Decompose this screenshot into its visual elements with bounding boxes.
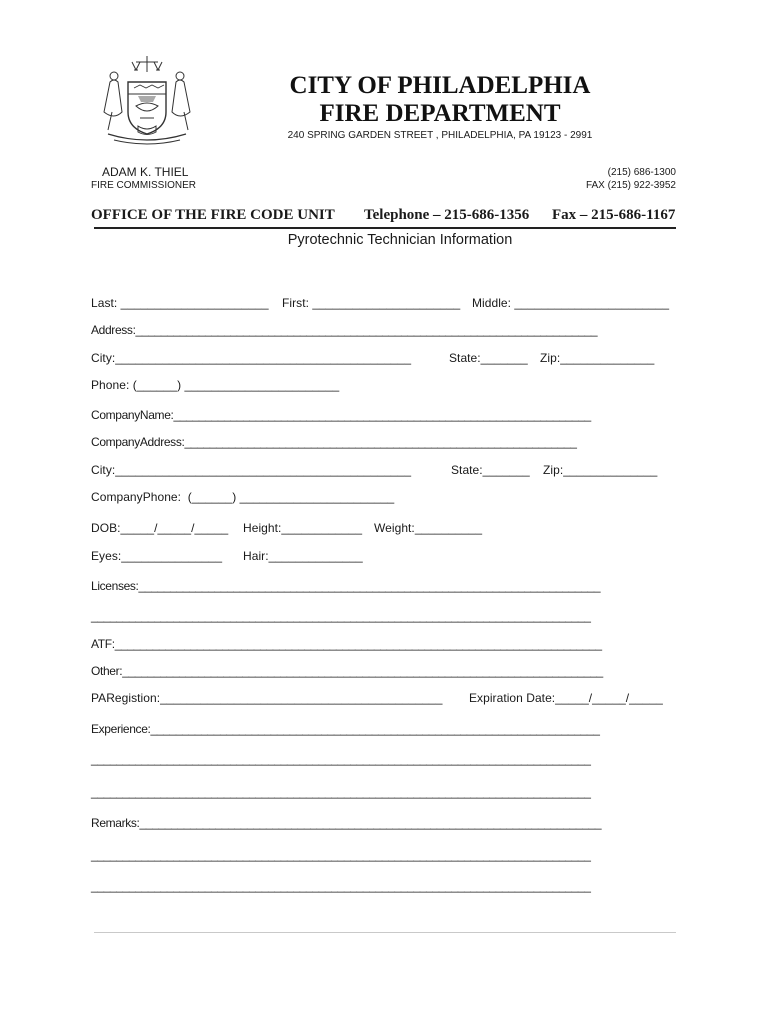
experience-field[interactable]: Experience:_______________________________________________________________________: [91, 722, 600, 736]
company-zip-field[interactable]: Zip:______________: [543, 463, 658, 477]
commissioner-title: FIRE COMMISSIONER: [91, 180, 197, 191]
footer-divider: [94, 932, 676, 933]
department-fax: FAX (215) 922-3952: [585, 180, 676, 191]
company-address-field[interactable]: CompanyAddress:______________________________________________________________: [91, 435, 577, 449]
company-name-field[interactable]: CompanyName:__________________________________________________________________: [91, 408, 591, 422]
licenses-field[interactable]: Licenses:_________________________________________________________________________: [91, 579, 601, 593]
atf-field[interactable]: ATF:_____________________________________________________________________________: [91, 637, 602, 651]
company-city-field[interactable]: City:____________________________________________: [91, 463, 412, 477]
weight-field[interactable]: Weight:__________: [374, 521, 483, 535]
department-heading: FIRE DEPARTMENT: [319, 100, 561, 127]
address-field[interactable]: Address:_________________________________________________________________________: [91, 323, 598, 337]
experience-line-3[interactable]: _______________________________________________________________________________: [91, 785, 591, 799]
company-phone-field[interactable]: CompanyPhone: (______) _______________________: [91, 490, 395, 504]
department-phone: (215) 686-1300: [607, 167, 676, 178]
header-divider: [94, 227, 676, 229]
city-name-heading: CITY OF PHILADELPHIA: [289, 72, 591, 99]
office-fax: Fax – 215-686-1167: [552, 207, 676, 223]
state-field[interactable]: State:_______: [449, 351, 528, 365]
height-field[interactable]: Height:____________: [243, 521, 363, 535]
remarks-field[interactable]: Remarks:_________________________________________________________________________: [91, 816, 602, 830]
other-field[interactable]: Other:____________________________________________________________________________: [91, 664, 603, 678]
first-name-field[interactable]: First: ______________________: [282, 296, 461, 310]
pa-registration-field[interactable]: PARegistion:__________________________________________: [91, 691, 443, 705]
eyes-field[interactable]: Eyes:_______________: [91, 549, 223, 563]
city-seal-logo: [98, 52, 196, 152]
licenses-continuation-line[interactable]: _______________________________________________________________________________: [91, 609, 591, 623]
experience-line-2[interactable]: _______________________________________________________________________________: [91, 752, 591, 766]
remarks-line-3[interactable]: _______________________________________________________________________________: [91, 879, 591, 893]
remarks-line-2[interactable]: _______________________________________________________________________________: [91, 848, 591, 862]
dob-field[interactable]: DOB:_____/_____/_____: [91, 521, 229, 535]
phone-field[interactable]: Phone: (______) _______________________: [91, 378, 340, 392]
zip-field[interactable]: Zip:______________: [540, 351, 655, 365]
middle-name-field[interactable]: Middle: _______________________: [472, 296, 670, 310]
office-name: OFFICE OF THE FIRE CODE UNIT: [91, 207, 335, 223]
company-state-field[interactable]: State:_______: [451, 463, 530, 477]
city-field[interactable]: City:____________________________________________: [91, 351, 412, 365]
expiration-date-field[interactable]: Expiration Date:_____/_____/_____: [469, 691, 663, 705]
office-telephone: Telephone – 215-686-1356: [364, 207, 530, 223]
hair-field[interactable]: Hair:______________: [243, 549, 363, 563]
last-name-field[interactable]: Last: ______________________: [91, 296, 269, 310]
department-address: 240 SPRING GARDEN STREET , PHILADELPHIA, PA 19123 - 2991: [287, 130, 593, 141]
form-title: Pyrotechnic Technician Information: [287, 232, 513, 248]
commissioner-name: ADAM K. THIEL: [102, 165, 189, 179]
